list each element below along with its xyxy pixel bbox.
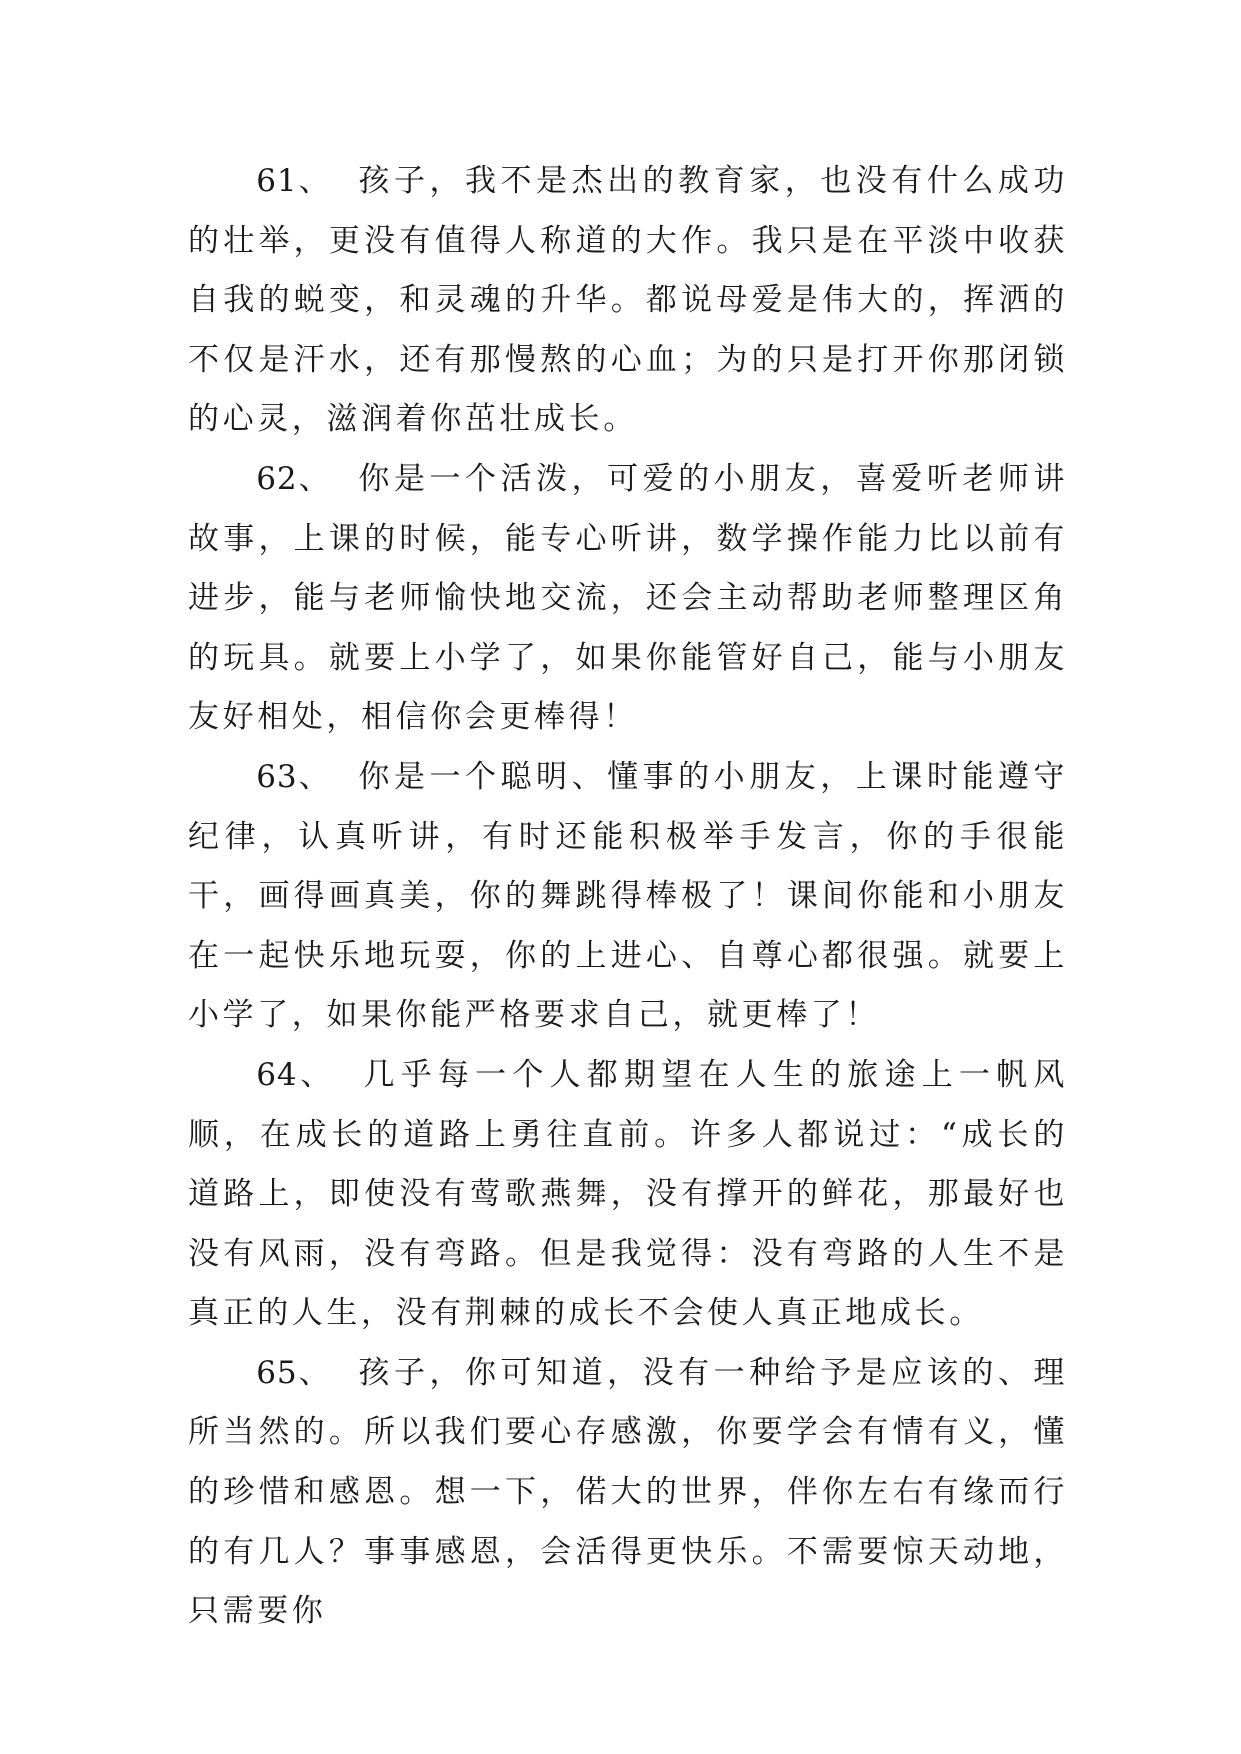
entry-number: 64、	[256, 1056, 335, 1093]
entry-62	[188, 450, 1068, 748]
entry-text: 几乎每一个人都期望在人生的旅途上一帆风顺，在成长的道路上勇往直前。许多人都说过：“成长的道路上，即使没有莺歌燕舞，没有撑开的鲜花，那最好也没有风雨，没有弯路。但是我觉得：没有弯路的人生不是真正的人生，没有荆棘的成长不会使人真正地成长。	[188, 1056, 1068, 1332]
entry-text: 你是一个聪明、懂事的小朋友，上课时能遵守纪律，认真听讲，有时还能积极举手发言，你的手很能干，画得画真美，你的舞跳得棒极了！课间你能和小朋友在一起快乐地玩耍，你的上进心、自尊心都很强。就要上小学了，如果你能严格要求自己，就更棒了！	[188, 758, 1069, 1034]
entry-number: 65、	[256, 1354, 332, 1391]
entry-65	[188, 1344, 1068, 1642]
entry-61	[188, 152, 1068, 450]
entry-text: 你是一个活泼，可爱的小朋友，喜爱听老师讲故事，上课的时候，能专心听讲，数学操作能力比以前有进步，能与老师愉快地交流，还会主动帮助老师整理区角的玩具。就要上小学了，如果你能管好自己，能与小朋友友好相处，相信你会更棒得！	[188, 460, 1069, 736]
entry-63	[188, 748, 1068, 1046]
document-page	[188, 152, 1068, 1652]
entry-number: 63、	[256, 758, 332, 795]
entry-64	[188, 1046, 1068, 1344]
entry-number: 62、	[256, 460, 332, 497]
entry-text: 孩子，我不是杰出的教育家，也没有什么成功的壮举，更没有值得人称道的大作。我只是在平淡中收获自我的蜕变，和灵魂的升华。都说母爱是伟大的，挥洒的不仅是汗水，还有那慢熬的心血；为的只是打开你那闭锁的心灵，滋润着你茁壮成长。	[188, 163, 1069, 438]
entry-number: 61、	[256, 163, 332, 199]
entry-text: 孩子，你可知道，没有一种给予是应该的、理所当然的。所以我们要心存感激，你要学会有情有义，懂的珍惜和感恩。想一下，偌大的世界，伴你左右有缘而行的有几人？事事感恩，会活得更快乐。不需要惊天动地，只需要你	[188, 1354, 1069, 1630]
